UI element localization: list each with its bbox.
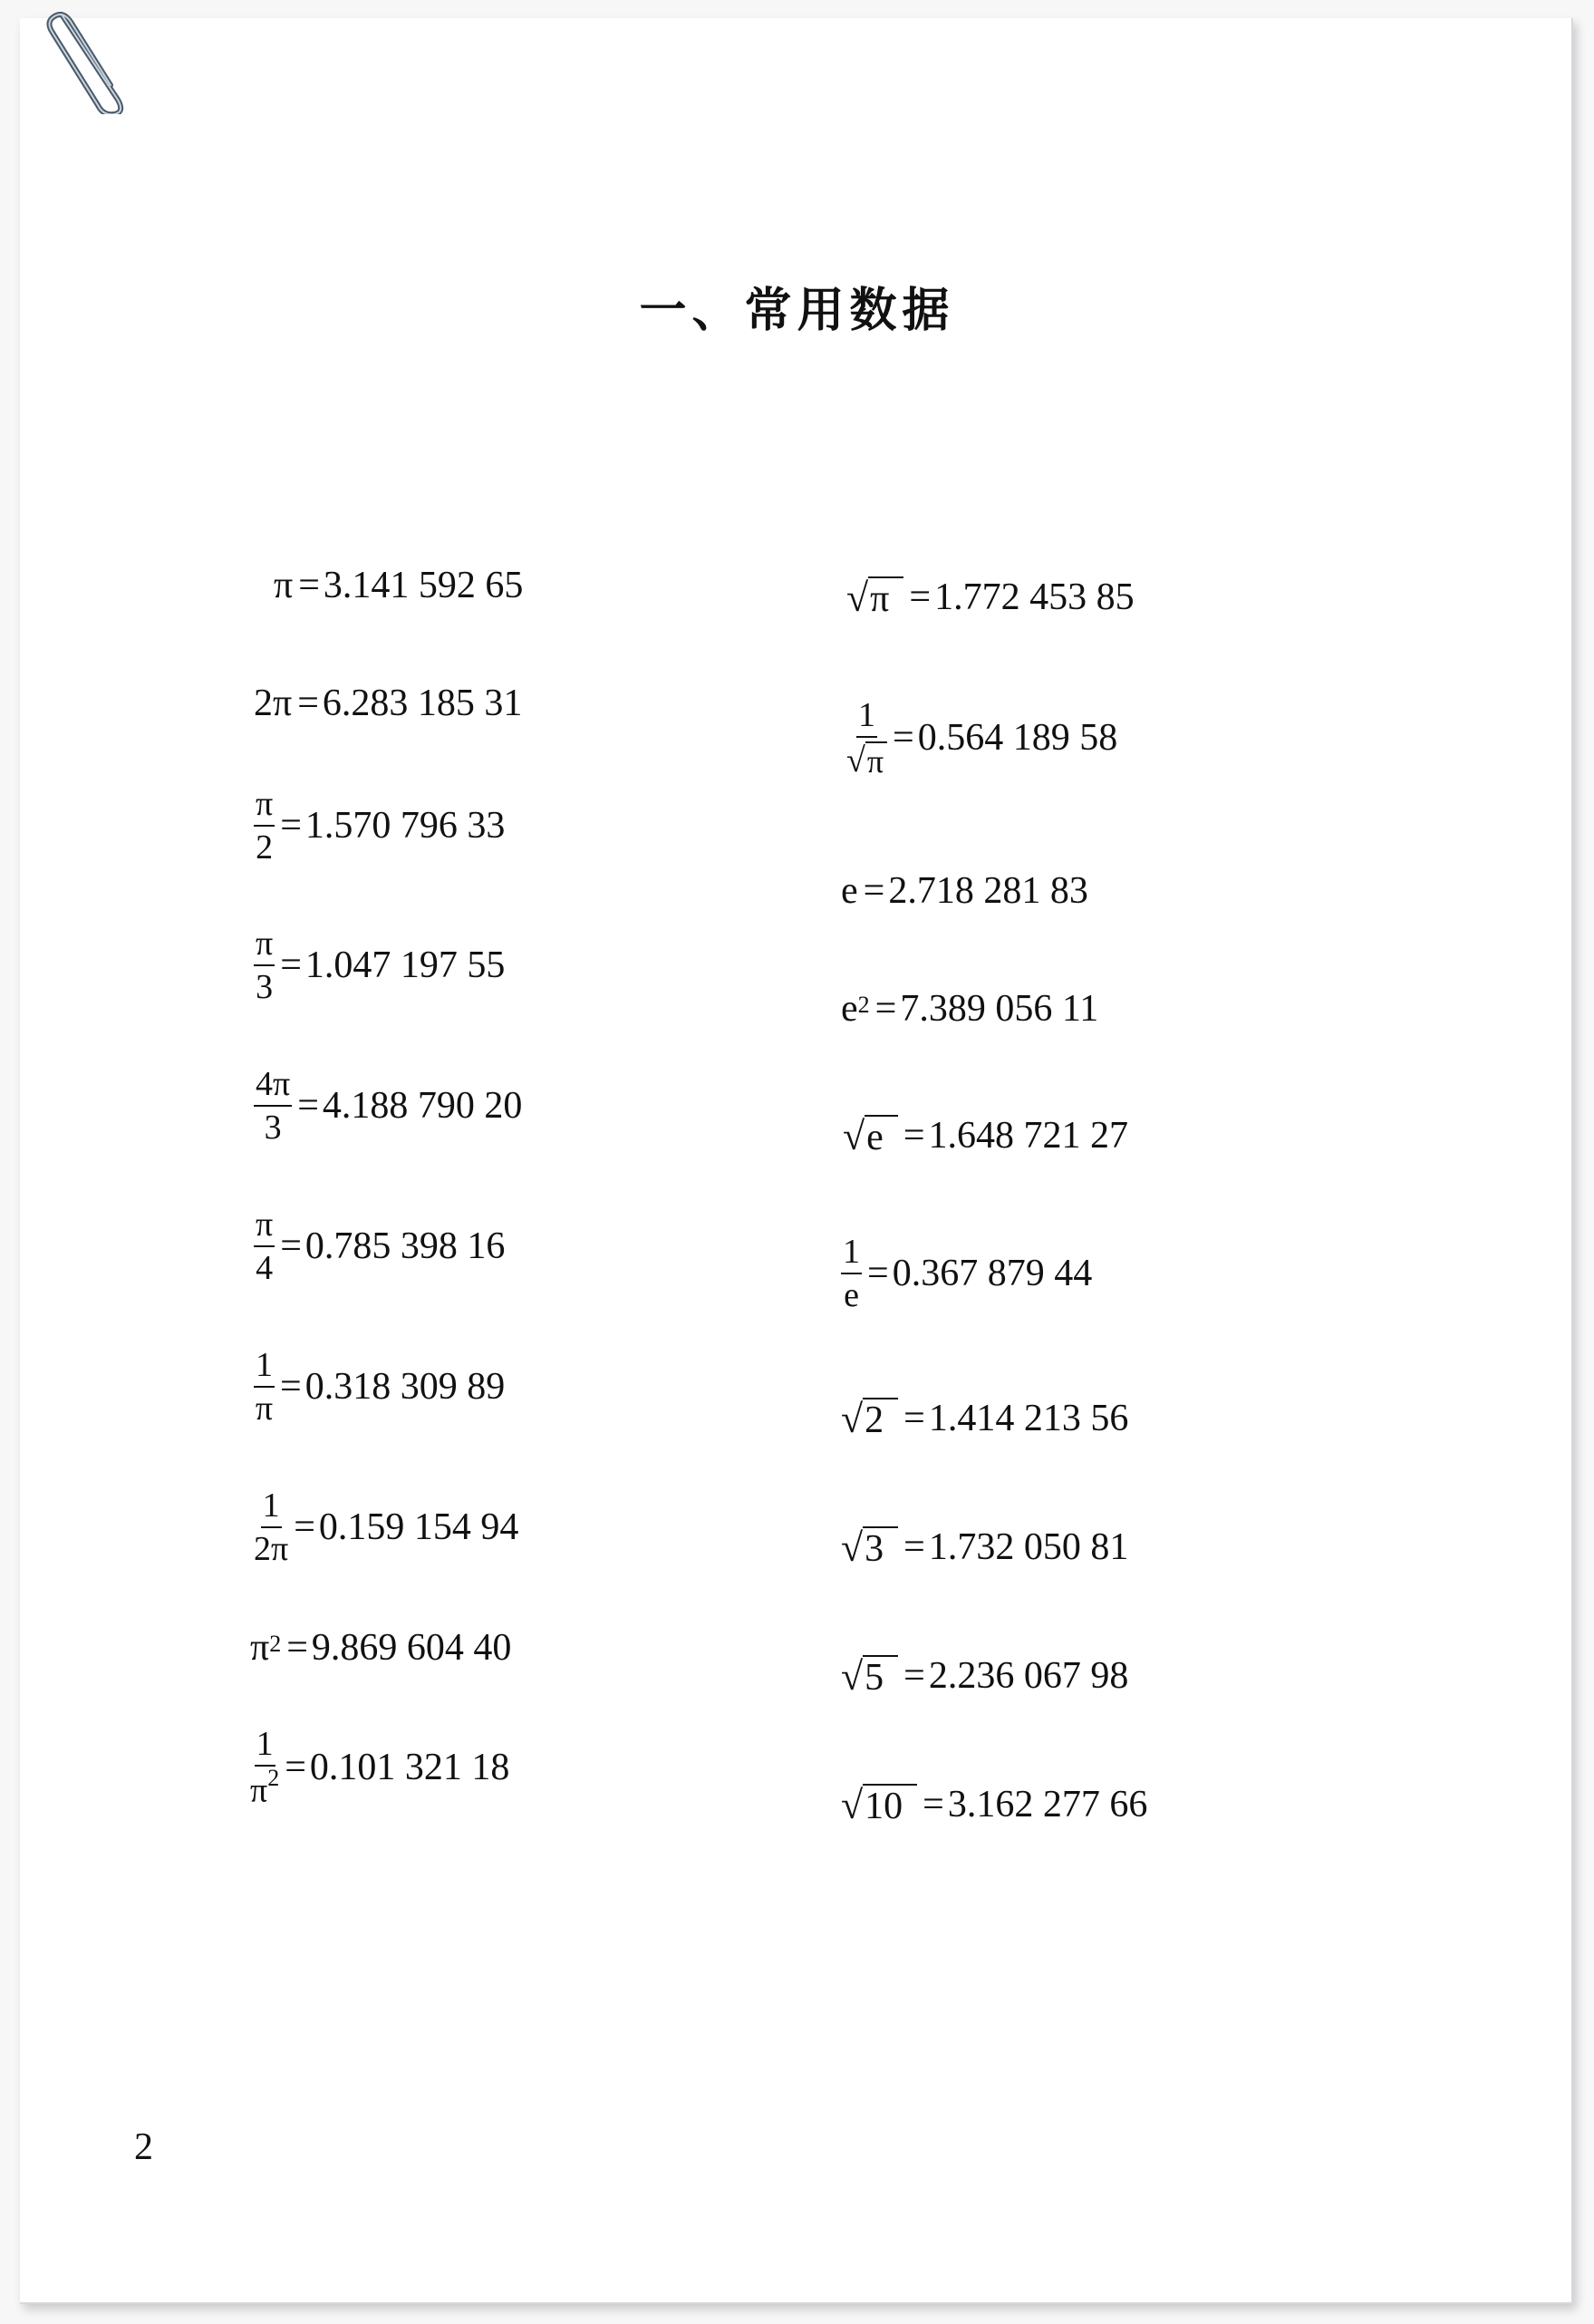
radicand: 10 xyxy=(863,1784,917,1825)
constant-one-over-e xyxy=(841,1235,1092,1312)
value: 6.283 185 31 xyxy=(322,683,523,724)
square-root xyxy=(846,741,887,778)
denominator: 3 xyxy=(256,968,274,1006)
fraction xyxy=(254,787,275,865)
equals-sign: = xyxy=(903,1526,925,1568)
numerator: π xyxy=(254,787,275,827)
equals-sign: = xyxy=(903,1398,925,1439)
value: 1.648 721 27 xyxy=(928,1115,1128,1157)
equals-sign: = xyxy=(298,565,320,606)
fraction xyxy=(250,1727,279,1808)
numerator: 1 xyxy=(261,1488,282,1528)
equals-sign: = xyxy=(280,1366,302,1408)
value: 1.570 796 33 xyxy=(304,805,506,847)
lhs: π xyxy=(274,565,294,606)
constant-sqrt-e xyxy=(843,1115,1128,1157)
radical-sign: √ xyxy=(841,1525,864,1570)
denominator: 2π xyxy=(254,1530,289,1568)
constant-four-pi-over-3 xyxy=(254,1067,522,1145)
square-root xyxy=(841,1526,898,1568)
constant-sqrt-10 xyxy=(841,1784,1147,1825)
exponent: 2 xyxy=(267,1765,280,1791)
equals-sign: = xyxy=(903,1115,925,1157)
page-title: 一、常用数据 xyxy=(639,283,955,338)
value: 1.732 050 81 xyxy=(928,1526,1129,1568)
equals-sign: = xyxy=(909,576,932,618)
fraction xyxy=(254,1067,292,1145)
radical-sign: √ xyxy=(843,1114,865,1158)
value: 1.414 213 56 xyxy=(928,1398,1129,1439)
denominator: 2 xyxy=(256,828,274,867)
denominator: 3 xyxy=(264,1109,282,1147)
equals-sign: = xyxy=(893,717,914,759)
fraction xyxy=(254,1348,275,1426)
equals-sign: = xyxy=(297,1085,319,1127)
constant-e xyxy=(841,872,1088,910)
value: 3.141 592 65 xyxy=(323,565,524,606)
denominator xyxy=(250,1767,279,1808)
exponent: 2 xyxy=(269,1631,282,1657)
radicand: π xyxy=(868,576,903,618)
fraction xyxy=(254,1488,288,1566)
radicand: 2 xyxy=(863,1398,898,1439)
constant-two-pi xyxy=(254,684,522,722)
value: 0.564 189 58 xyxy=(917,717,1118,759)
constant-e-squared xyxy=(841,990,1098,1028)
numerator: 4π xyxy=(254,1067,292,1107)
constant-sqrt-5 xyxy=(841,1655,1128,1697)
radical-sign: √ xyxy=(846,741,865,780)
denominator xyxy=(846,738,887,778)
denominator: e xyxy=(844,1276,859,1314)
numerator: 1 xyxy=(841,1235,862,1274)
value: 4.188 790 20 xyxy=(322,1085,523,1127)
value: 0.785 398 16 xyxy=(304,1225,506,1267)
equals-sign: = xyxy=(874,988,897,1030)
lhs: e xyxy=(841,870,858,912)
constant-pi-over-4 xyxy=(254,1207,505,1285)
fraction xyxy=(841,1235,862,1312)
lhs: 2π xyxy=(254,683,293,724)
paperclip-icon xyxy=(34,5,134,114)
constant-sqrt-3 xyxy=(841,1526,1128,1568)
value: 1.772 453 85 xyxy=(934,576,1135,618)
denominator: π xyxy=(255,1390,274,1428)
page-sheet xyxy=(20,18,1573,2304)
value: 1.047 197 55 xyxy=(304,944,506,986)
square-root xyxy=(841,1655,898,1697)
constant-pi-squared xyxy=(250,1629,511,1667)
radical-sign: √ xyxy=(841,1654,864,1699)
exponent: 2 xyxy=(857,992,870,1018)
radicand: 5 xyxy=(863,1655,898,1697)
constant-sqrt-2 xyxy=(841,1398,1128,1439)
radical-sign: √ xyxy=(841,1397,864,1441)
radicand: π xyxy=(865,741,887,778)
value: 0.159 154 94 xyxy=(318,1506,519,1548)
square-root xyxy=(841,1784,917,1825)
constant-pi-over-2 xyxy=(254,787,505,865)
value: 2.718 281 83 xyxy=(888,870,1088,912)
constant-one-over-two-pi xyxy=(254,1488,518,1566)
fraction xyxy=(254,1207,275,1285)
radical-sign: √ xyxy=(846,576,869,620)
equals-sign: = xyxy=(280,1225,302,1267)
equals-sign: = xyxy=(286,1627,308,1669)
equals-sign: = xyxy=(863,870,885,912)
numerator: π xyxy=(254,926,275,966)
radical-sign: √ xyxy=(841,1783,864,1827)
value: 0.101 321 18 xyxy=(309,1746,510,1788)
square-root xyxy=(841,1398,898,1439)
value: 2.236 067 98 xyxy=(928,1655,1129,1697)
equals-sign: = xyxy=(294,1506,315,1548)
equals-sign: = xyxy=(280,944,302,986)
radicand: 3 xyxy=(863,1526,898,1568)
constant-sqrt-pi xyxy=(846,576,1135,618)
radicand: e xyxy=(865,1115,898,1157)
equals-sign: = xyxy=(280,805,302,847)
page-number: 2 xyxy=(134,2126,153,2168)
equals-sign: = xyxy=(867,1253,889,1294)
numerator: 1 xyxy=(254,1348,275,1388)
denominator: 4 xyxy=(256,1249,274,1287)
constant-pi-over-3 xyxy=(254,926,505,1004)
square-root xyxy=(846,576,903,618)
constant-pi xyxy=(274,566,523,605)
constant-one-over-pi-squared xyxy=(250,1727,509,1808)
equals-sign: = xyxy=(297,683,319,724)
numerator: π xyxy=(254,1207,275,1247)
denominator-base: π xyxy=(250,1771,268,1810)
equals-sign: = xyxy=(903,1655,925,1697)
equals-sign: = xyxy=(285,1746,306,1788)
numerator: 1 xyxy=(856,698,877,738)
base: e xyxy=(841,988,858,1030)
value: 9.869 604 40 xyxy=(311,1627,512,1669)
equals-sign: = xyxy=(923,1784,944,1825)
square-root xyxy=(843,1115,898,1157)
numerator: 1 xyxy=(255,1727,275,1767)
fraction xyxy=(846,698,887,778)
constant-one-over-sqrt-pi xyxy=(846,698,1117,778)
fraction xyxy=(254,926,275,1004)
value: 0.318 309 89 xyxy=(304,1366,506,1408)
value: 3.162 277 66 xyxy=(947,1784,1148,1825)
value: 0.367 879 44 xyxy=(892,1253,1093,1294)
constant-one-over-pi xyxy=(254,1348,505,1426)
base: π xyxy=(250,1627,270,1669)
value: 7.389 056 11 xyxy=(900,988,1099,1030)
